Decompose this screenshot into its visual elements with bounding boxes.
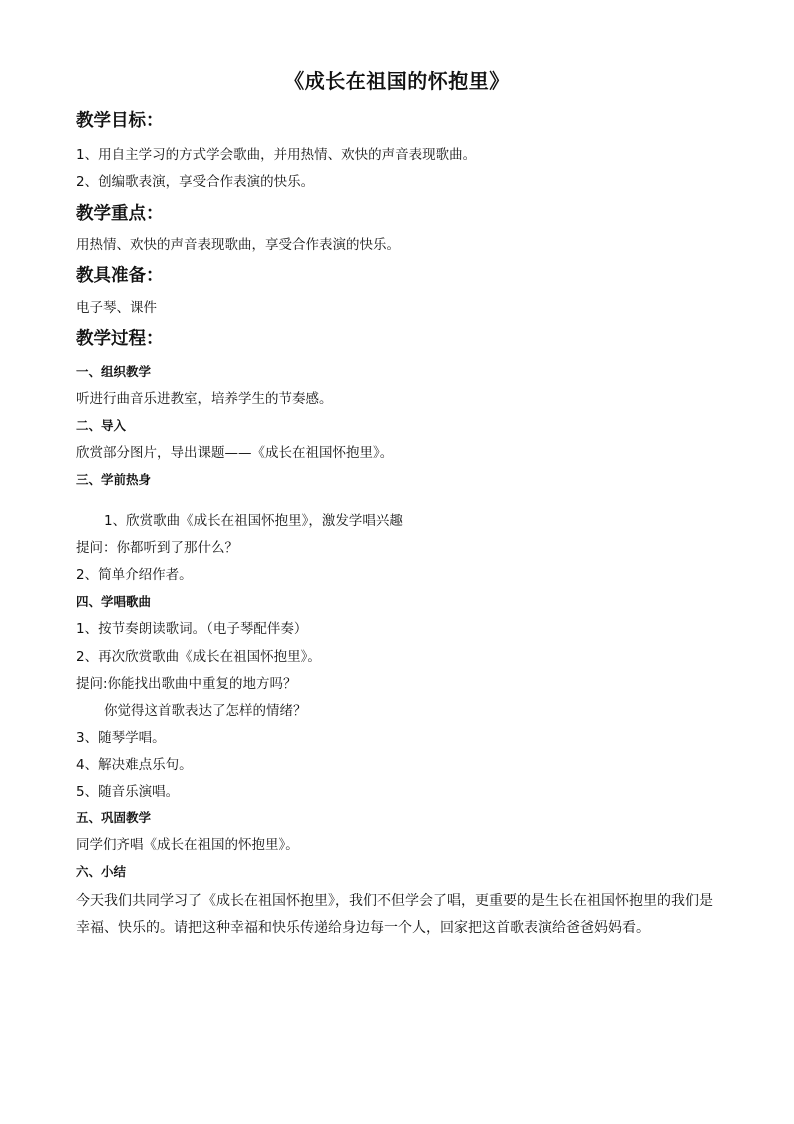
step6-text: 今天我们共同学习了《成长在祖国怀抱里》，我们不但学会了唱，更重要的是生长在祖国怀抱里的我们是幸福、快乐的。请把这种幸福和快乐传递给身边每一个人，回家把这首歌表演给爸爸妈妈看。 <box>76 893 713 936</box>
step4-line-2: 2、再次欣赏歌曲《成长在祖国怀抱里》。 <box>76 649 321 665</box>
materials-text: 电子琴、课件 <box>76 300 157 316</box>
materials-heading: 教具准备： <box>76 266 164 286</box>
step3-line-2: 提问：你都听到了那什么？ <box>76 540 238 556</box>
step2-text: 欣赏部分图片，导出课题——《成长在祖国怀抱里》。 <box>76 445 394 461</box>
goals-heading: 教学目标： <box>76 111 164 131</box>
goal-item-2: 2、创编歌表演，享受合作表演的快乐。 <box>76 174 315 190</box>
key-points-heading: 教学重点： <box>76 204 164 224</box>
document-title: 《成长在祖国的怀抱里》 <box>284 69 510 93</box>
step4-line-1: 1、按节奏朗读歌词。（电子琴配伴奏） <box>76 621 308 637</box>
step4-line-6: 4、解决难点乐句。 <box>76 757 193 773</box>
step3-line-3: 2、简单介绍作者。 <box>76 567 193 583</box>
step4-heading: 四、学唱歌曲 <box>76 594 152 609</box>
goal-item-1: 1、用自主学习的方式学会歌曲，并用热情、欢快的声音表现歌曲。 <box>76 147 477 163</box>
step3-heading: 三、学前热身 <box>76 472 152 487</box>
step1-text: 听进行曲音乐进教室，培养学生的节奏感。 <box>76 391 333 407</box>
step4-line-4: 你觉得这首歌表达了怎样的情绪？ <box>104 703 307 719</box>
key-points-text: 用热情、欢快的声音表现歌曲，享受合作表演的快乐。 <box>76 237 400 253</box>
step4-line-5: 3、随琴学唱。 <box>76 730 166 746</box>
step6-heading: 六、小结 <box>76 864 127 879</box>
step5-heading: 五、巩固教学 <box>76 810 152 825</box>
step3-line-1: 1、欣赏歌曲《成长在祖国怀抱里》，激发学唱兴趣 <box>104 513 403 529</box>
step4-line-3: 提问:你能找出歌曲中重复的地方吗？ <box>76 676 297 692</box>
process-heading: 教学过程： <box>76 329 164 349</box>
step1-heading: 一、组织教学 <box>76 364 152 379</box>
step2-heading: 二、导入 <box>76 418 127 433</box>
step5-text: 同学们齐唱《成长在祖国的怀抱里》。 <box>76 837 299 853</box>
step4-line-7: 5、随音乐演唱。 <box>76 784 180 800</box>
